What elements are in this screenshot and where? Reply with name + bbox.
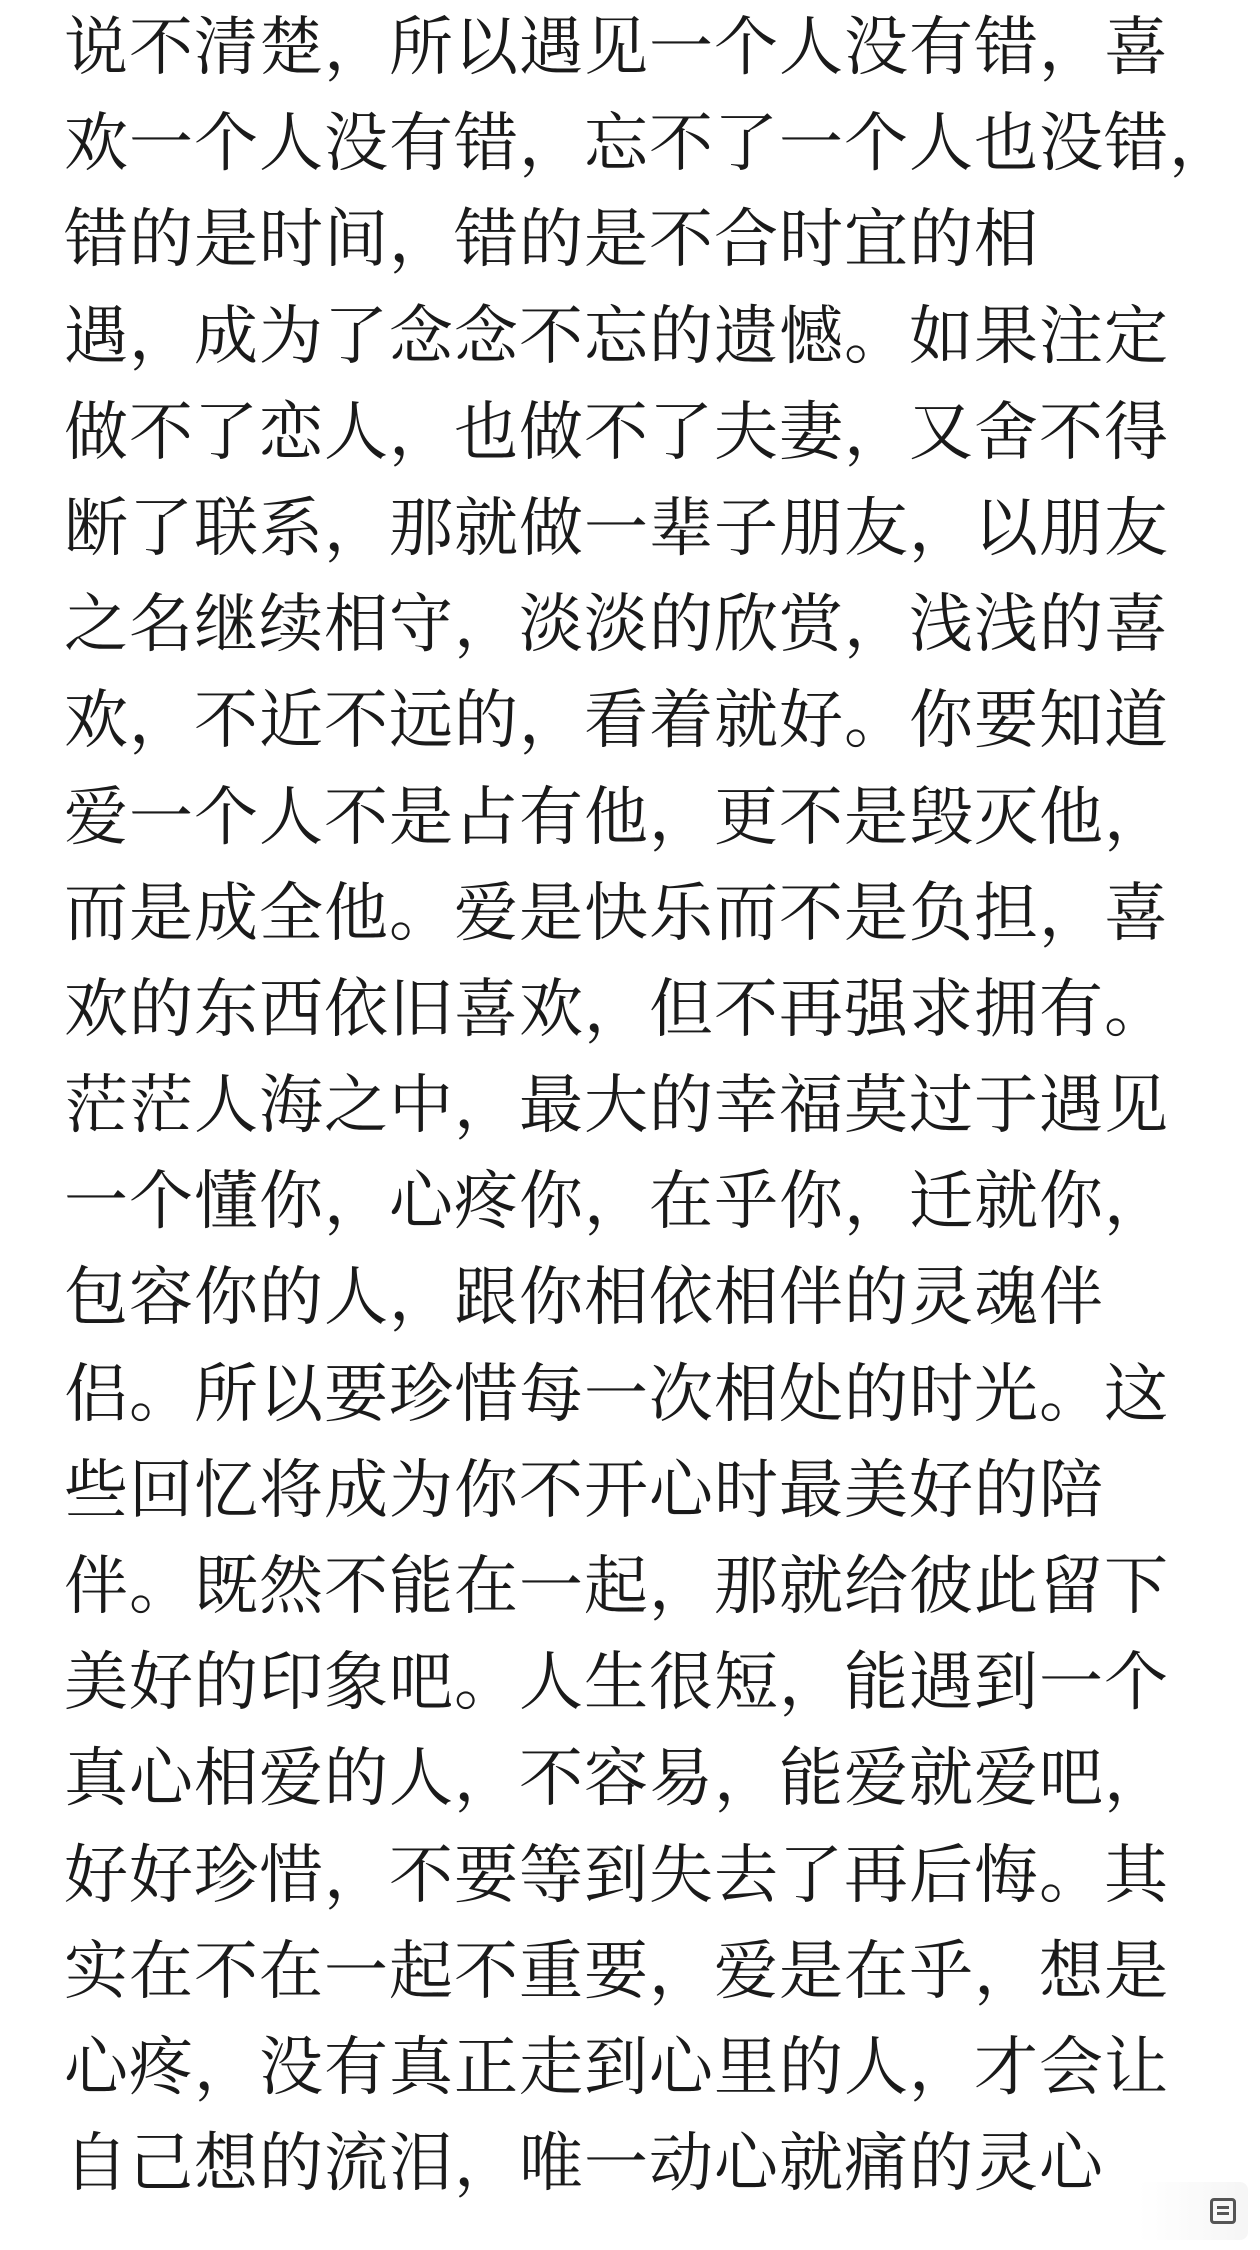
- text-line: 错的是时间，错的是不合时宜的相: [64, 203, 1039, 278]
- text-line: 好好珍惜，不要等到失去了再后悔。其: [64, 1838, 1169, 1913]
- text-line: 欢，不近不远的，看着就好。你要知道: [64, 684, 1169, 759]
- text-line: 欢一个人没有错，忘不了一个人也没错，: [64, 107, 1234, 182]
- text-line: 茫茫人海之中，最大的幸福莫过于遇见: [64, 1069, 1169, 1144]
- text-line: 侣。所以要珍惜每一次相处的时光。这: [64, 1357, 1169, 1432]
- text-line: 自己想的流泪，唯一动心就痛的灵心: [64, 2127, 1104, 2202]
- text-line: 伴。既然不能在一起，那就给彼此留下: [64, 1550, 1169, 1624]
- text-line: 欢的东西依旧喜欢，但不再强求拥有。: [64, 972, 1169, 1047]
- text-line: 美好的印象吧。人生很短，能遇到一个: [64, 1646, 1169, 1721]
- text-line: 做不了恋人，也做不了夫妻，又舍不得: [64, 395, 1169, 470]
- text-line: 真心相爱的人，不容易，能爱就爱吧，: [64, 1742, 1169, 1817]
- text-line: 心疼，没有真正走到心里的人，才会让: [64, 2030, 1169, 2105]
- text-line: 说不清楚，所以遇见一个人没有错，喜: [64, 11, 1169, 85]
- text-line: 些回忆将成为你不开心时最美好的陪: [64, 1453, 1104, 1528]
- text-line: 遇，成为了念念不忘的遗憾。如果注定: [64, 299, 1169, 374]
- text-line: 实在不在一起不重要，爱是在乎，想是: [64, 1934, 1169, 2009]
- text-line: 而是成全他。爱是快乐而不是负担，喜: [64, 876, 1169, 951]
- text-line: 包容你的人，跟你相依相伴的灵魂伴: [64, 1261, 1104, 1336]
- bottom-fade: [0, 2222, 1260, 2250]
- floating-menu-button[interactable]: [1138, 2182, 1248, 2240]
- text-line: 爱一个人不是占有他，更不是毁灭他，: [64, 780, 1169, 855]
- text-line: 断了联系，那就做一辈子朋友，以朋友: [64, 491, 1169, 566]
- text-line: 之名继续相守，淡淡的欣赏，浅浅的喜: [64, 588, 1169, 663]
- menu-icon: [1210, 2198, 1236, 2224]
- text-line: 一个懂你，心疼你，在乎你，迁就你，: [64, 1165, 1169, 1240]
- article-text: [64, 0, 1244, 2212]
